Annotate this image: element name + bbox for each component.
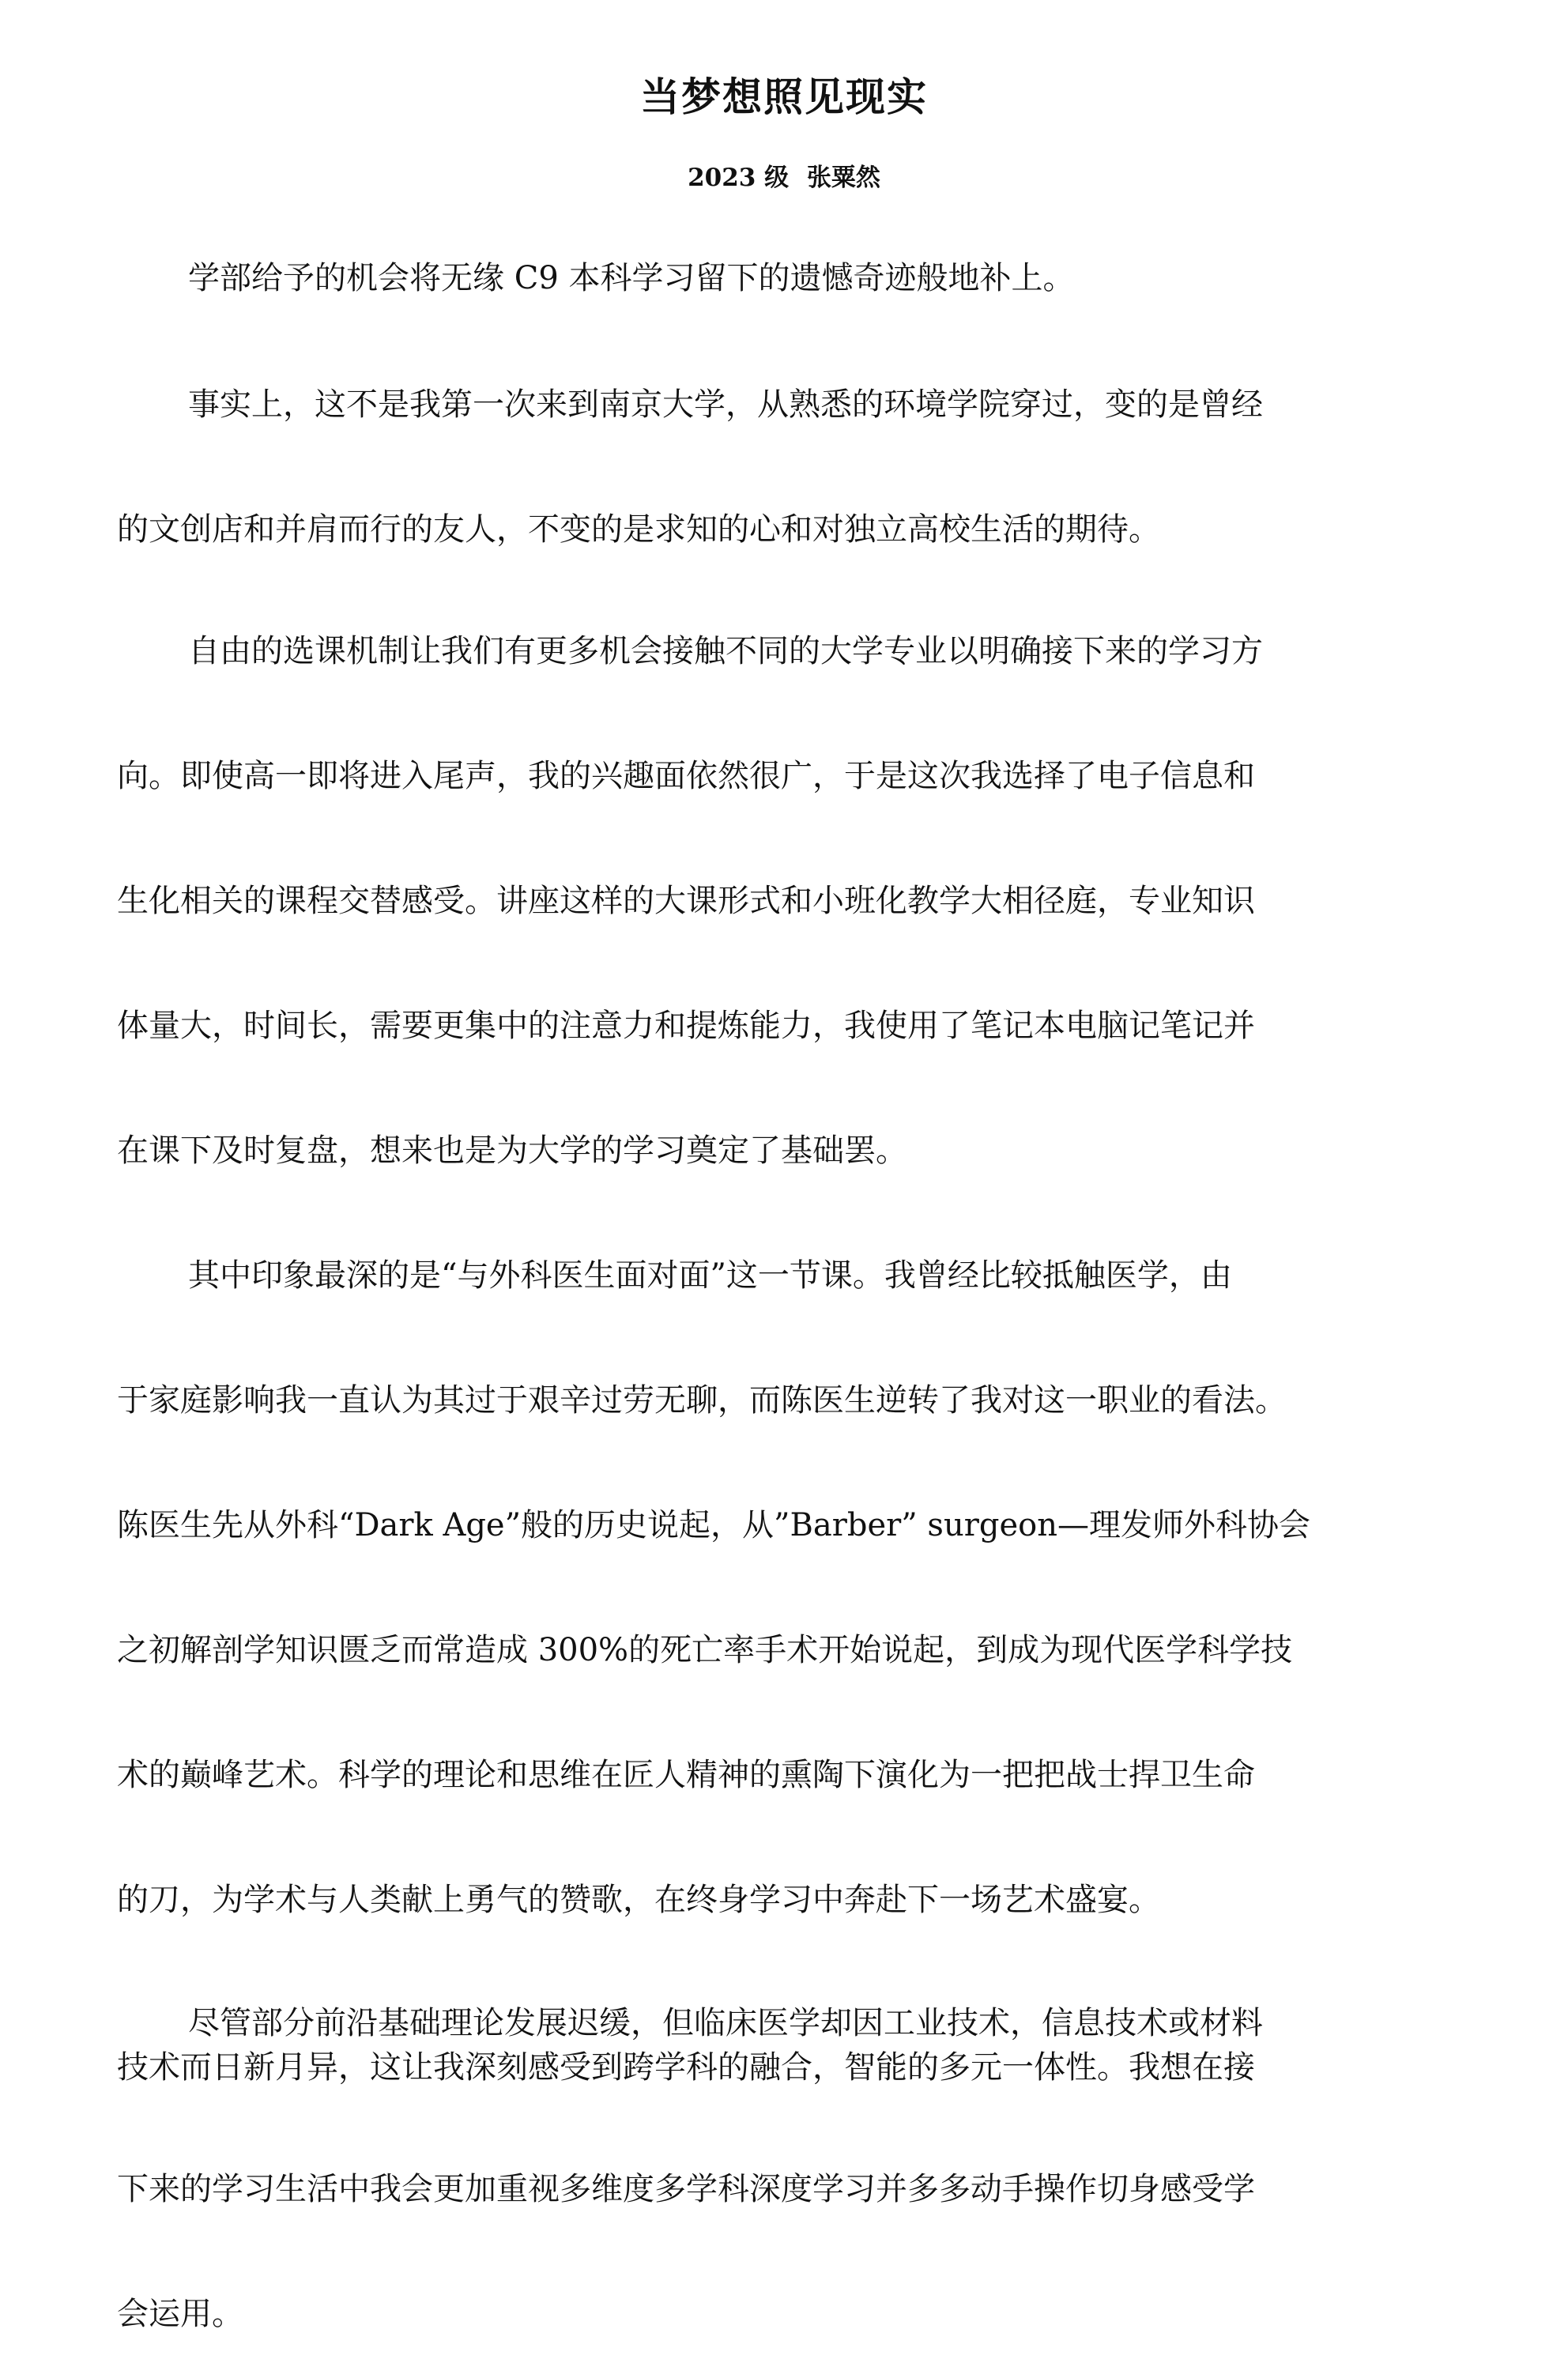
document-title: 当梦想照见现实 [640,74,928,120]
paragraph-line: 在课下及时复盘，想来也是为大学的学习奠定了基础罢。 [117,1132,907,1169]
paragraph-line: 的刀，为学术与人类献上勇气的赞歌，在终身学习中奔赴下一场艺术盛宴。 [117,1882,1160,1918]
paragraph-line: 学部给予的机会将无缘 C9 本科学习留下的遗憾奇迹般地补上。 [188,260,1075,296]
paragraph-line: 下来的学习生活中我会更加重视多维度多学科深度学习并多多动手操作切身感受学 [117,2171,1255,2207]
paragraph-line: 尽管部分前沿基础理论发展迟缓，但临床医学却因工业技术，信息技术或材料 [188,2005,1263,2041]
paragraph-line: 生化相关的课程交替感受。讲座这样的大课形式和小班化教学大相径庭，专业知识 [117,883,1255,919]
paragraph-line: 事实上，这不是我第一次来到南京大学，从熟悉的环境学院穿过，变的是曾经 [188,386,1263,423]
paragraph-line: 技术而日新月异，这让我深刻感受到跨学科的融合，智能的多元一体性。我想在接 [117,2049,1255,2086]
paragraph-line: 之初解剖学知识匮乏而常造成 300%的死亡率手术开始说起，到成为现代医学科学技 [117,1632,1293,1668]
paragraph-line: 陈医生先从外科“Dark Age”般的历史说起，从”Barber” surgeon—理发师外科协会 [117,1507,1310,1543]
paragraph-line: 于家庭影响我一直认为其过于艰辛过劳无聊，而陈医生逆转了我对这一职业的看法。 [117,1382,1287,1419]
author-byline [0,158,1568,198]
paragraph-line: 术的巅峰艺术。科学的理论和思维在匠人精神的熏陶下演化为一把把战士捍卫生命 [117,1757,1255,1793]
paragraph-line: 会运用。 [117,2296,243,2332]
paragraph-line: 其中印象最深的是“与外科医生面对面”这一节课。我曾经比较抵触医学，由 [188,1257,1232,1294]
author-grade: 2023 级 [688,164,790,192]
paragraph-line: 自由的选课机制让我们有更多机会接触不同的大学专业以明确接下来的学习方 [188,633,1263,669]
paragraph-line: 的文创店和并肩而行的友人，不变的是求知的心和对独立高校生活的期待。 [117,511,1160,548]
paragraph-line: 向。即使高一即将进入尾声，我的兴趣面依然很广，于是这次我选择了电子信息和 [117,758,1255,794]
paragraph-line: 体量大，时间长，需要更集中的注意力和提炼能力，我使用了笔记本电脑记笔记并 [117,1008,1255,1044]
author-name: 张粟然 [806,164,880,192]
